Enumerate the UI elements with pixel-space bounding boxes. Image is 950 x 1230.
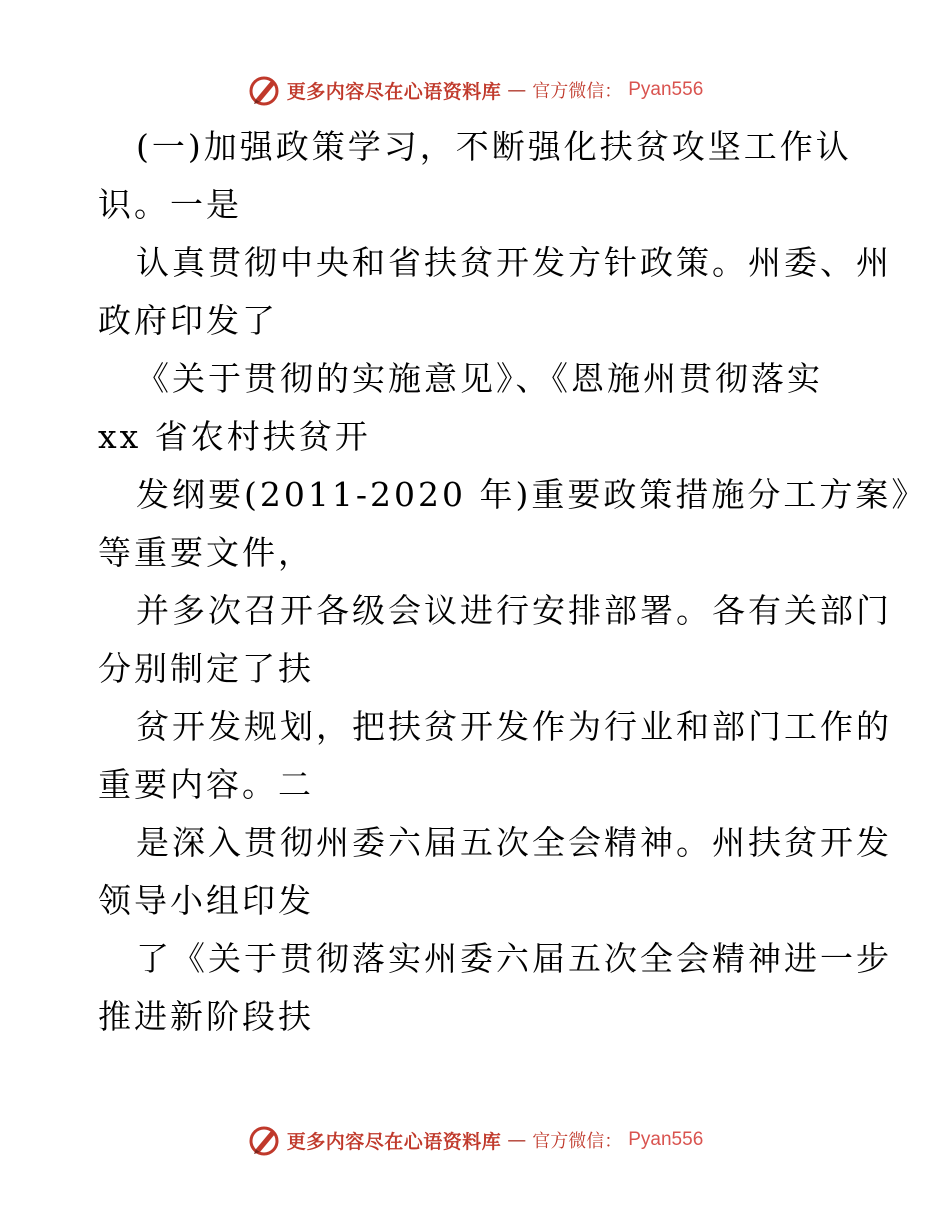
paragraph-line: xx 省农村扶贫开 bbox=[98, 417, 371, 456]
banner-separator: — bbox=[507, 1129, 527, 1151]
banner-wechat-label: 官方微信： bbox=[532, 81, 623, 102]
paragraph bbox=[98, 234, 892, 350]
paragraph-line: 政府印发了 bbox=[98, 301, 278, 340]
paragraph bbox=[98, 698, 892, 814]
paragraph bbox=[98, 350, 878, 466]
paragraph-line: 并多次召开各级会议进行安排部署。各有关部门 bbox=[136, 591, 892, 630]
paragraph bbox=[98, 118, 878, 234]
banner-separator: — bbox=[507, 79, 527, 101]
paragraph-line: 重要内容。二 bbox=[98, 765, 314, 804]
paragraph-line: 等重要文件， bbox=[98, 533, 314, 572]
paragraph-line: 是深入贯彻州委六届五次全会精神。州扶贫开发 bbox=[136, 823, 892, 862]
pen-logo-icon bbox=[247, 1123, 281, 1157]
paragraph-line: 认真贯彻中央和省扶贫开发方针政策。州委、州 bbox=[136, 243, 892, 282]
paragraph-line: 分别制定了扶 bbox=[98, 649, 314, 688]
pen-logo-icon bbox=[247, 73, 281, 107]
paragraph-line: 领导小组印发 bbox=[98, 881, 314, 920]
paragraph-line: 识。一是 bbox=[98, 185, 242, 224]
paragraph bbox=[98, 930, 892, 1046]
header-banner bbox=[0, 70, 950, 110]
paragraph bbox=[98, 814, 892, 930]
banner-brand: 更多内容尽在心语资料库 bbox=[286, 1130, 502, 1153]
paragraph bbox=[98, 466, 928, 582]
paragraph-line: 推进新阶段扶 bbox=[98, 997, 314, 1036]
paragraph bbox=[98, 582, 892, 698]
paragraph-line: 贫开发规划，把扶贫开发作为行业和部门工作的 bbox=[136, 707, 892, 746]
paragraph-line: 发纲要(2011-2020 年)重要政策措施分工方案》 bbox=[136, 475, 928, 514]
banner-wechat-id: Pyan556 bbox=[628, 79, 704, 100]
banner-brand: 更多内容尽在心语资料库 bbox=[286, 80, 502, 103]
banner-wechat-id: Pyan556 bbox=[628, 1129, 704, 1150]
paragraph-line: (一)加强政策学习，不断强化扶贫攻坚工作认 bbox=[136, 127, 852, 166]
footer-banner bbox=[0, 1120, 950, 1160]
banner-wechat-label: 官方微信： bbox=[532, 1131, 623, 1152]
paragraph-line: 了《关于贯彻落实州委六届五次全会精神进一步 bbox=[136, 939, 892, 978]
paragraph-line: 《关于贯彻的实施意见》、《恩施州贯彻落实 bbox=[136, 359, 823, 398]
document-body bbox=[98, 118, 928, 1046]
